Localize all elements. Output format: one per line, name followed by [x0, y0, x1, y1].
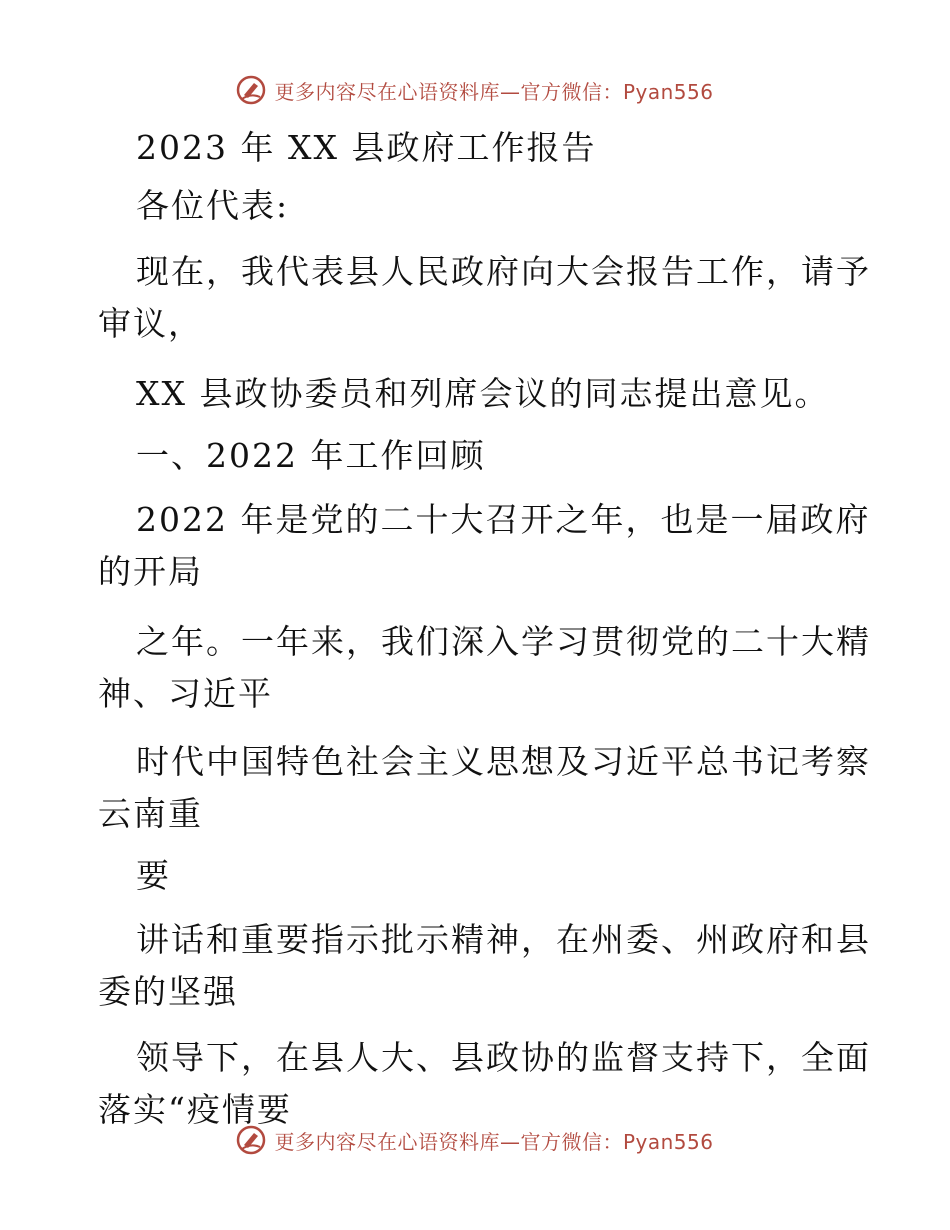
- paragraph-line: 之年。一年来，我们深入学习贯彻党的二十大精: [136, 622, 871, 661]
- logo-icon: [236, 1125, 266, 1155]
- header-watermark-banner: [0, 70, 950, 110]
- document-title: 2023 年 XX 县政府工作报告: [136, 128, 597, 167]
- paragraph-line: 时代中国特色社会主义思想及习近平总书记考察: [136, 742, 871, 781]
- paragraph-line: 要: [136, 856, 171, 895]
- paragraph-line: 领导下，在县人大、县政协的监督支持下，全面: [136, 1038, 871, 1077]
- paragraph-line: 审议，: [98, 304, 203, 343]
- paragraph-line: 现在，我代表县人民政府向大会报告工作，请予: [136, 252, 871, 291]
- paragraph-line: 2022 年是党的二十大召开之年，也是一届政府: [136, 500, 871, 539]
- document-body: [98, 122, 871, 1136]
- footer-watermark-banner: [0, 1120, 950, 1160]
- logo-icon: [236, 75, 266, 105]
- paragraph-line: XX 县政协委员和列席会议的同志提出意见。: [136, 374, 830, 413]
- paragraph-line: 落实“疫情要: [98, 1090, 292, 1129]
- paragraph-line: 神、习近平: [98, 674, 273, 713]
- paragraph-line: 云南重: [98, 794, 203, 833]
- paragraph-line: 讲话和重要指示批示精神，在州委、州政府和县: [136, 920, 871, 959]
- paragraph-line: 委的坚强: [98, 972, 238, 1011]
- section-heading: 一、2022 年工作回顾: [136, 436, 486, 475]
- footer-banner-text: 更多内容尽在心语资料库—官方微信：Pyan556: [274, 1129, 714, 1154]
- header-banner-text: 更多内容尽在心语资料库—官方微信：Pyan556: [274, 79, 714, 104]
- salutation: 各位代表:: [136, 186, 290, 225]
- paragraph-line: 的开局: [98, 552, 203, 591]
